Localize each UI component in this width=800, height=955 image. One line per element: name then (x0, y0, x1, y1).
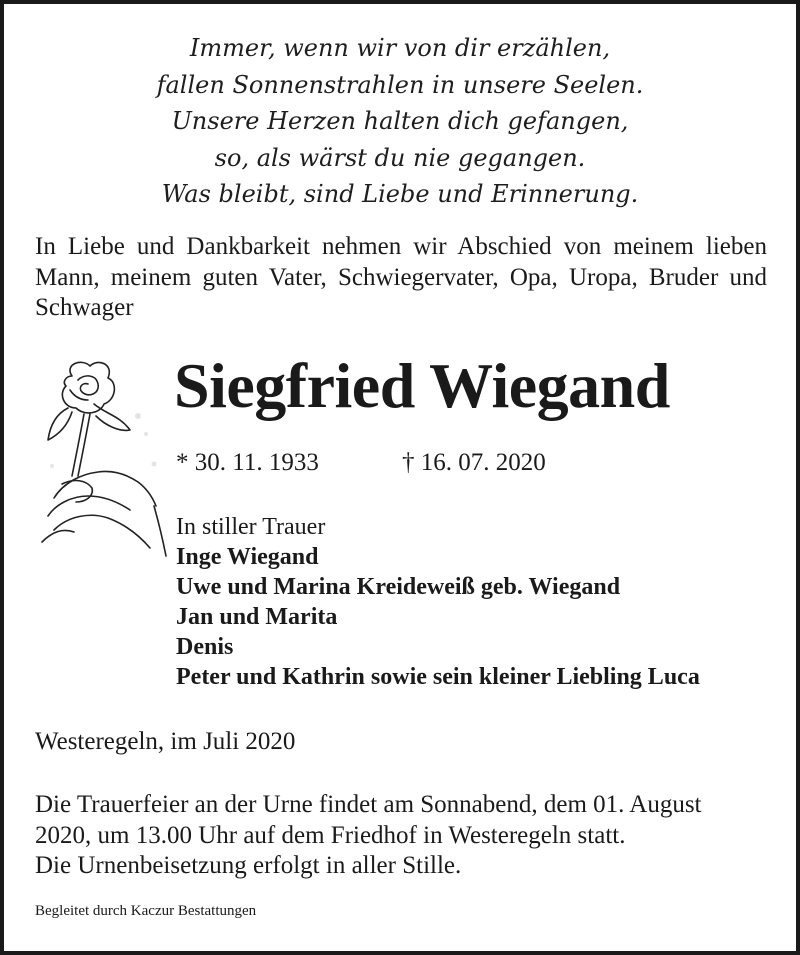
mourner-name: Denis (176, 634, 234, 660)
poem-line: fallen Sonnenstrahlen in unsere Seelen. (156, 70, 644, 99)
mourners-heading: In stiller Trauer (176, 514, 326, 540)
poem-line: so, als wärst du nie gegangen. (214, 143, 586, 172)
deceased-name: Siegfried Wiegand (174, 350, 670, 421)
undertaker-note: Begleitet durch Kaczur Bestattungen (35, 903, 257, 919)
poem-line: Unsere Herzen halten dich gefangen, (171, 107, 629, 135)
service-line: 2020, um 13.00 Uhr auf dem Friedhof in Westeregeln statt. (35, 821, 626, 849)
service-line: Die Urnenbeisetzung erfolgt in aller Stille. (35, 852, 462, 879)
poem-line: Immer, wenn wir von dir erzählen, (189, 34, 611, 62)
place-date: Westeregeln, im Juli 2020 (35, 728, 296, 755)
poem-line: Was bleibt, sind Liebe und Erinnerung. (161, 180, 639, 208)
service-info (35, 790, 702, 882)
mourner-name: Jan und Marita (176, 604, 338, 630)
rose-in-hand-icon (34, 356, 174, 566)
mourners-list (176, 512, 700, 692)
poem (4, 30, 796, 213)
mourner-name: Uwe und Marina Kreideweiß geb. Wiegand (176, 574, 621, 600)
intro-text: In Liebe und Dankbarkeit nehmen wir Abschied von meinem lieben Mann, meinem guten Vater, Schwiegervater, Opa, Uropa, Bruder und Schwager (35, 233, 767, 321)
mourner-name: Inge Wiegand (176, 544, 319, 570)
mourner-name: Peter und Kathrin sowie sein kleiner Liebling Luca (176, 664, 700, 690)
death-date: † 16. 07. 2020 (402, 449, 546, 476)
birth-date: * 30. 11. 1933 (176, 449, 319, 476)
service-line: Die Trauerfeier an der Urne findet am Sonnabend, dem 01. August (35, 791, 702, 818)
